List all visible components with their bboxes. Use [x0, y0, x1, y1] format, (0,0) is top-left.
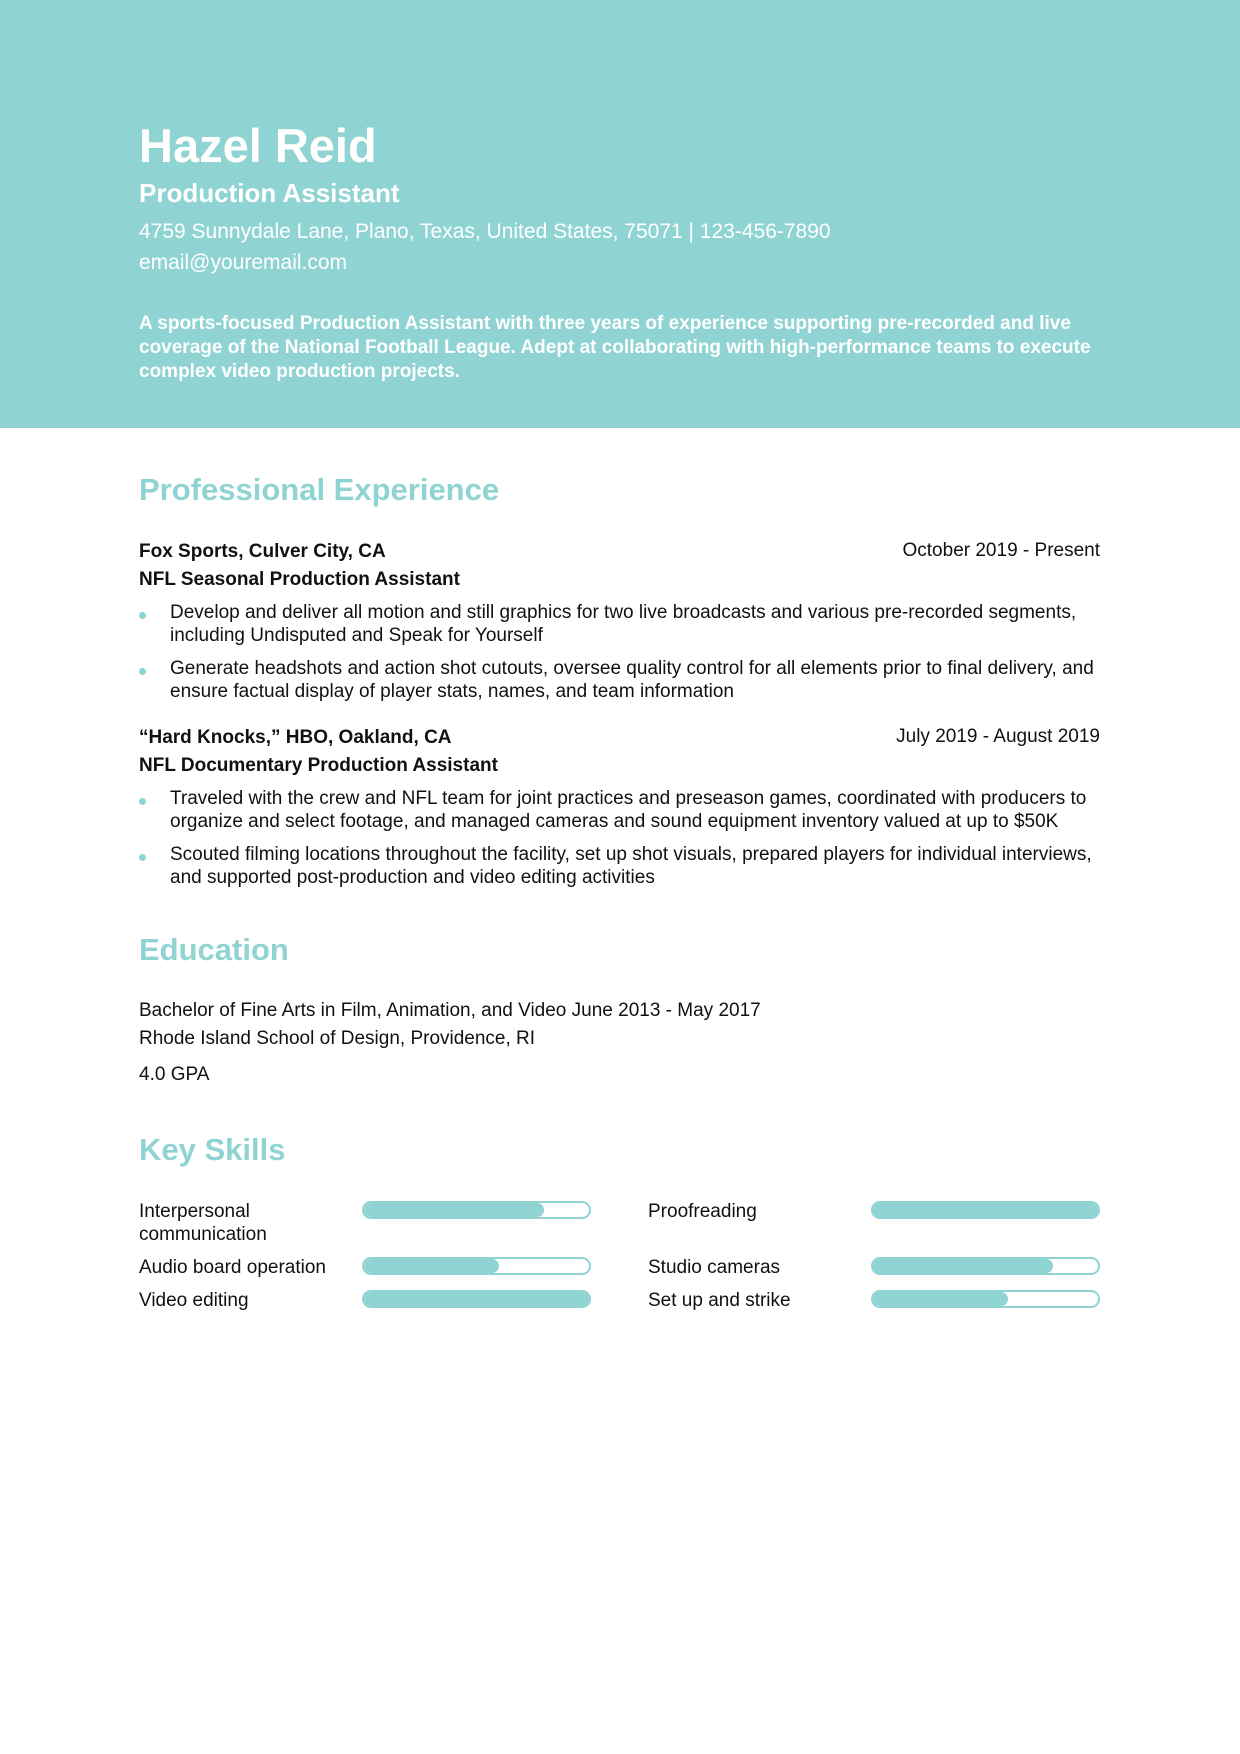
job-company: Fox Sports, Culver City, CA [139, 541, 386, 562]
contact-email: email@youremail.com [139, 251, 348, 274]
list-item [139, 787, 1099, 833]
skill-level-fill [364, 1259, 499, 1273]
skill-label: Set up and strike [648, 1290, 791, 1311]
job-bullet-list [139, 787, 1099, 899]
skill-level-fill [364, 1292, 589, 1306]
skill-level-bar [362, 1290, 591, 1308]
skill-label: Audio board operation [139, 1257, 326, 1278]
profile-summary: A sports-focused Production Assistant with three years of experience supporting pre-recorded and live coverage of the National Football League. Adept at collaborating with high-performance teams to execute complex video production projects. [139, 313, 1091, 382]
education-school: Rhode Island School of Design, Providence, RI [139, 1028, 536, 1049]
skill-label: Proofreading [648, 1201, 757, 1222]
education-degree: Bachelor of Fine Arts in Film, Animation, and Video June 2013 - May 2017 [139, 1000, 761, 1021]
list-item [139, 843, 1099, 889]
job-role: NFL Seasonal Production Assistant [139, 569, 460, 590]
skill-label: Video editing [139, 1290, 249, 1311]
header-band [0, 0, 1240, 428]
skills-heading: Key Skills [139, 1132, 286, 1167]
bullet-dot-icon [139, 798, 146, 805]
job-company: “Hard Knocks,” HBO, Oakland, CA [139, 727, 452, 748]
skill-label: Interpersonal communication [139, 1201, 267, 1245]
bullet-text: Scouted filming locations throughout the facility, set up shot visuals, prepared players for individual interviews, and supported post-production and video editing activities [170, 844, 1092, 888]
skill-level-fill [873, 1203, 1098, 1217]
bullet-text: Generate headshots and action shot cutouts, oversee quality control for all elements prior to final delivery, and ensure factual display of player stats, names, and team information [170, 658, 1094, 702]
skill-label: Studio cameras [648, 1257, 781, 1278]
skill-level-bar [871, 1290, 1100, 1308]
list-item [139, 657, 1099, 703]
education-heading: Education [139, 932, 289, 967]
skill-level-bar [871, 1201, 1100, 1219]
job-dates: October 2019 - Present [902, 540, 1100, 561]
bullet-text: Traveled with the crew and NFL team for joint practices and preseason games, coordinated with producers to organize and select footage, and managed cameras and sound equipment inventory valued at up to $50K [170, 788, 1087, 832]
education-gpa: 4.0 GPA [139, 1064, 210, 1085]
job-dates: July 2019 - August 2019 [896, 726, 1100, 747]
experience-heading: Professional Experience [139, 472, 500, 507]
bullet-dot-icon [139, 612, 146, 619]
candidate-title: Production Assistant [139, 178, 400, 208]
bullet-dot-icon [139, 668, 146, 675]
job-role: NFL Documentary Production Assistant [139, 755, 498, 776]
skill-level-fill [873, 1292, 1008, 1306]
list-item [139, 601, 1099, 647]
skill-level-fill [364, 1203, 544, 1217]
skill-level-bar [362, 1257, 591, 1275]
skill-level-bar [362, 1201, 591, 1219]
contact-address-phone: 4759 Sunnydale Lane, Plano, Texas, United States, 75071 | 123-456-7890 [139, 220, 831, 243]
bullet-dot-icon [139, 854, 146, 861]
candidate-name: Hazel Reid [139, 119, 377, 172]
bullet-text: Develop and deliver all motion and still graphics for two live broadcasts and various pre-recorded segments, including Undisputed and Speak for Yourself [170, 602, 1077, 646]
skill-level-bar [871, 1257, 1100, 1275]
skill-level-fill [873, 1259, 1053, 1273]
job-bullet-list [139, 601, 1099, 713]
